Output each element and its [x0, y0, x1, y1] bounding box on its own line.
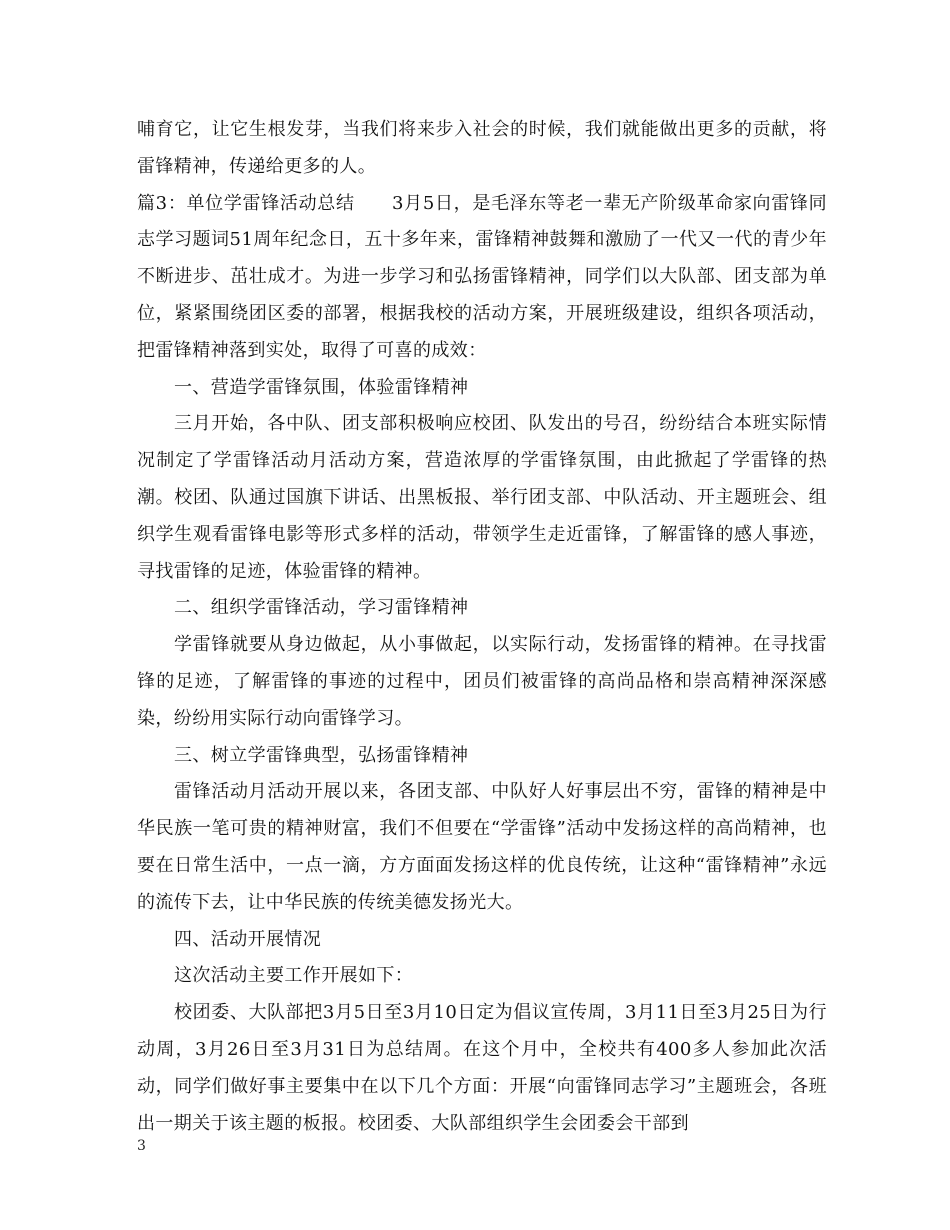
paragraph: 篇3：单位学雷锋活动总结 3月5日，是毛泽东等老一辈无产阶级革命家向雷锋同志学习题词51周年纪念日，五十多年来，雷锋精神鼓舞和激励了一代又一代的青少年不断进步、茁壮成才。为进一步学习和弘扬雷锋精神，同学们以大队部、团支部为单位，紧紧围绕团区委的部署，根据我校的活动方案，开展班级建设，组织各项活动，把雷锋精神落到实处，取得了可喜的成效： — [137, 192, 827, 361]
paragraph: 这次活动主要工作开展如下： — [174, 965, 414, 987]
paragraph: 校团委、大队部把3月5日至3月10日定为倡议宣传周，3月11日至3月25日为行动周，3月26日至3月31日为总结周。在这个月中，全校共有400多人参加此次活动，同学们做好事主要集中在以下几个方面：开展“向雷锋同志学习”主题班会，各班出一期关于该主题的板报。校团委、大队部组织学生会团委会干部到 — [137, 1002, 827, 1134]
section-heading: 一、营造学雷锋氛围，体验雷锋精神 — [174, 376, 469, 398]
section-heading: 三、树立学雷锋典型，弘扬雷锋精神 — [174, 744, 469, 766]
page-number: 3 — [137, 1138, 146, 1154]
paragraph: 三月开始，各中队、团支部积极响应校团、队发出的号召，纷纷结合本班实际情况制定了学雷锋活动月活动方案，营造浓厚的学雷锋氛围，由此掀起了学雷锋的热潮。校团、队通过国旗下讲话、出黑板报、举行团支部、中队活动、开主题班会、组织学生观看雷锋电影等形式多样的活动，带领学生走近雷锋，了解雷锋的感人事迹，寻找雷锋的足迹，体验雷锋的精神。 — [137, 413, 827, 582]
section-heading: 四、活动开展情况 — [174, 928, 322, 950]
paragraph: 哺育它，让它生根发芽，当我们将来步入社会的时候，我们就能做出更多的贡献，将雷锋精神，传递给更多的人。 — [137, 119, 827, 177]
section-heading: 二、组织学雷锋活动，学习雷锋精神 — [174, 597, 469, 619]
paragraph: 学雷锋就要从身边做起，从小事做起，以实际行动，发扬雷锋的精神。在寻找雷锋的足迹，了解雷锋的事迹的过程中，团员们被雷锋的高尚品格和崇高精神深深感染，纷纷用实际行动向雷锋学习。 — [137, 634, 827, 729]
paragraph: 雷锋活动月活动开展以来，各团支部、中队好人好事层出不穷，雷锋的精神是中华民族一笔可贵的精神财富，我们不但要在“学雷锋”活动中发扬这样的高尚精神，也要在日常生活中，一点一滴，方方面面发扬这样的优良传统，让这种“雷锋精神”永远的流传下去，让中华民族的传统美德发扬光大。 — [137, 781, 827, 913]
document-body — [137, 112, 827, 1142]
